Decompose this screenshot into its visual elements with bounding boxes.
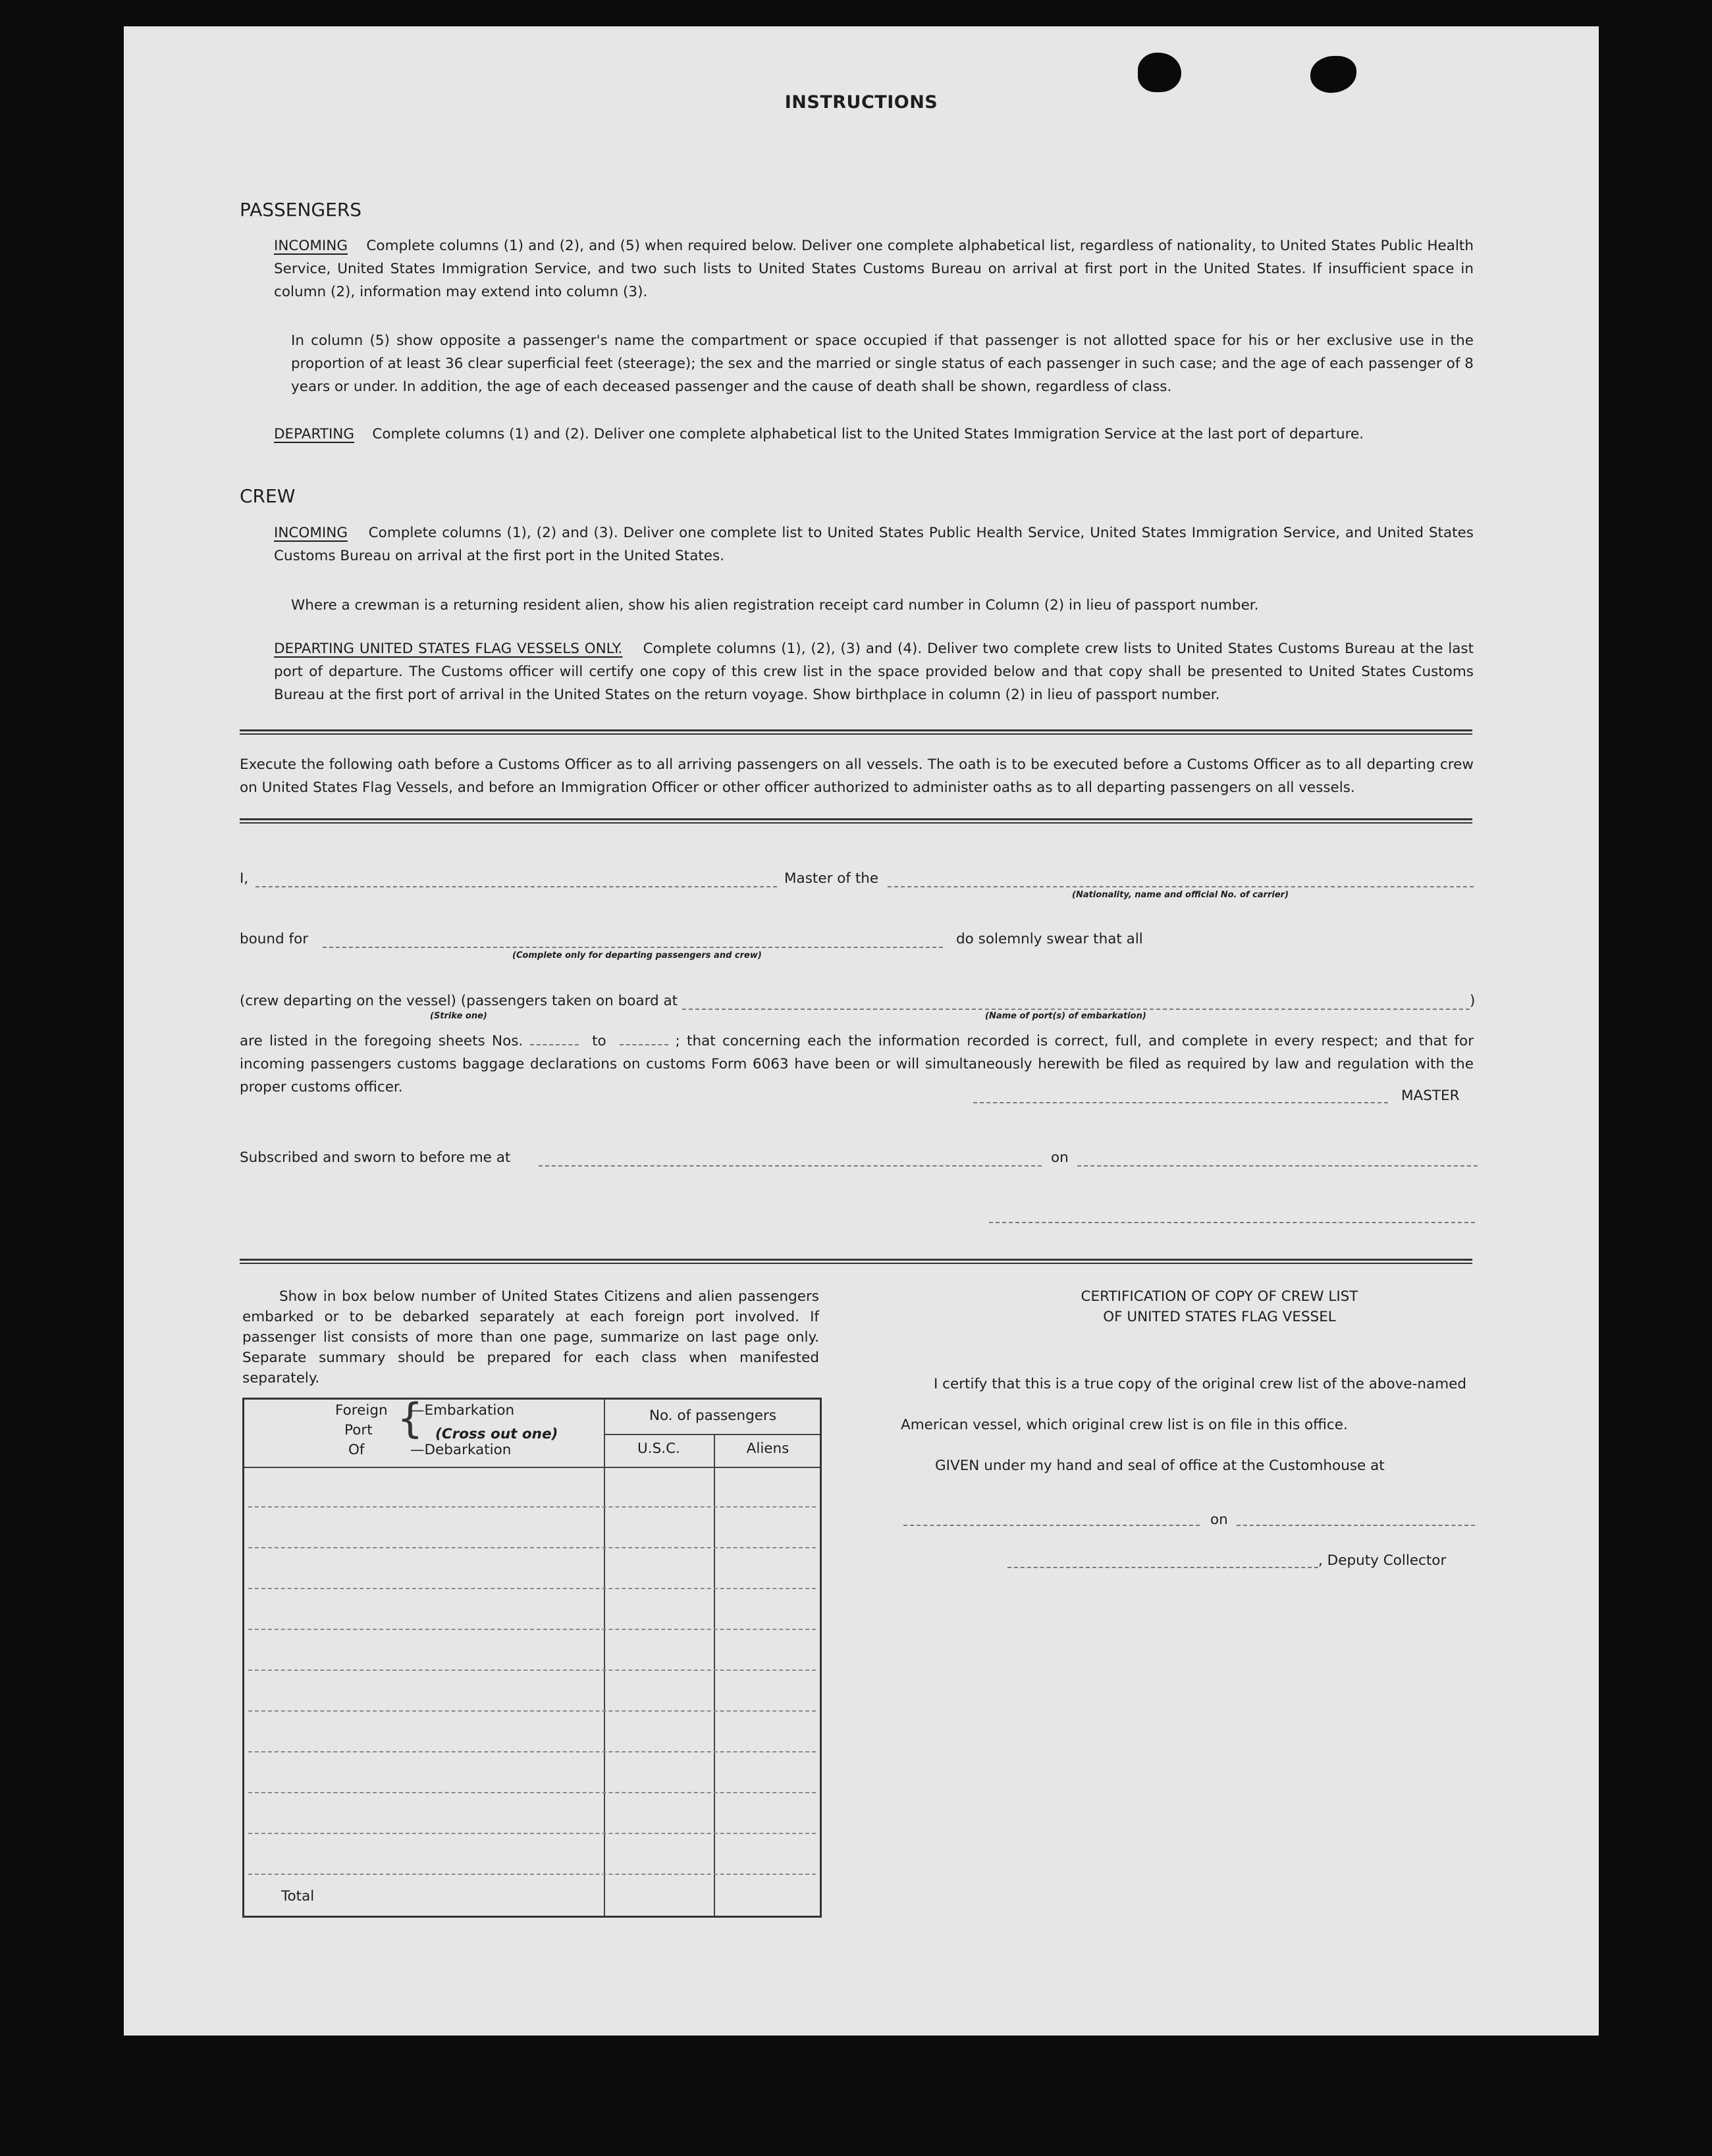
table-row[interactable] bbox=[248, 1547, 816, 1548]
table-row[interactable] bbox=[248, 1792, 816, 1793]
bound-for-field[interactable] bbox=[323, 947, 943, 948]
passengers-departing-tag: DEPARTING bbox=[274, 426, 355, 442]
crew-departing-label: (crew departing on the vessel) (passengers taken on board at bbox=[240, 993, 678, 1009]
table-row[interactable] bbox=[248, 1874, 816, 1875]
cross-out-note: (Cross out one) bbox=[435, 1426, 558, 1442]
oath-i-label: I, bbox=[240, 870, 249, 887]
usc-header: U.S.C. bbox=[637, 1440, 680, 1457]
table-row[interactable] bbox=[248, 1833, 816, 1834]
listed-b-text: ; that concerning each the information recorded is correct, full, and complete in every respect; and that for incoming passengers customs baggage declarations on customs Form 6063 have been or will simultaneously herewith be filed as required by law and regulation with the proper customs officer. bbox=[240, 1033, 1474, 1095]
master-name-field[interactable] bbox=[255, 886, 777, 887]
passengers-incoming-text: Complete columns (1) and (2), and (5) when required below. Deliver one complete alphabetical list, regardless of nationality, to United States Public Health Service, United States Immigration Service, and two such lists to United States Customs Bureau on arrival at first port in the United States. If insufficient space in column (2), information may extend into column (3). bbox=[274, 238, 1474, 300]
summary-instruction: Show in box below number of United States Citizens and alien passengers embarked or to be debarked separately at each foreign port involved. If passenger list consists of more than one page, summarize on last page only. Separate summary should be prepared for each class when manifested separately. bbox=[242, 1288, 819, 1386]
certification-title-line2: OF UNITED STATES FLAG VESSEL bbox=[1103, 1309, 1336, 1325]
customhouse-field[interactable] bbox=[903, 1525, 1200, 1526]
table-row[interactable] bbox=[248, 1710, 816, 1712]
resident-alien-paragraph: Where a crewman is a returning resident alien, show his alien registration receipt card number in Column (2) in lieu of passport number. bbox=[291, 597, 1259, 614]
passengers-departing-text: Complete columns (1) and (2). Deliver one complete alphabetical list to the United States Immigration Service at the last port of departure. bbox=[372, 426, 1364, 442]
listed-a-text: are listed in the foregoing sheets Nos. bbox=[240, 1033, 523, 1049]
total-label: Total bbox=[281, 1888, 315, 1905]
given-line: GIVEN under my hand and seal of office at the Customhouse at bbox=[935, 1458, 1385, 1474]
embarkation-label: —Embarkation bbox=[410, 1402, 515, 1419]
nationality-note: (Nationality, name and official No. of carrier) bbox=[1072, 890, 1289, 900]
subscribed-on-label: on bbox=[1051, 1149, 1069, 1166]
bound-for-label: bound for bbox=[240, 931, 309, 947]
brace-icon: { bbox=[397, 1394, 423, 1442]
crew-incoming-tag: INCOMING bbox=[274, 525, 348, 541]
crew-departing-text: Complete columns (1), (2), (3) and (4). Deliver two complete crew lists to United States Customs Bureau at the last port of departure. The Customs officer will certify one copy of this crew list in the space provided below and that copy shall be presented to United States Customs Bureau at the first port of arrival in the United States on the return voyage. Show birthplace in column (2) in lieu of passport number. bbox=[274, 641, 1474, 703]
of-label: Of bbox=[348, 1442, 365, 1458]
subscribed-place-field[interactable] bbox=[539, 1165, 1042, 1167]
swear-label: do solemnly swear that all bbox=[956, 931, 1143, 947]
port-label: Port bbox=[344, 1422, 373, 1438]
divider-2 bbox=[240, 818, 1472, 824]
foreign-label: Foreign bbox=[335, 1402, 388, 1419]
embarkation-ports-field[interactable] bbox=[682, 1009, 1470, 1010]
passengers-incoming-paragraph bbox=[274, 234, 1474, 303]
form-sheet bbox=[124, 26, 1599, 2036]
table-row[interactable] bbox=[248, 1670, 816, 1671]
divider-3 bbox=[240, 1259, 1472, 1264]
table-row[interactable] bbox=[248, 1751, 816, 1752]
aliens-header: Aliens bbox=[746, 1440, 789, 1457]
table-subheader-line bbox=[604, 1434, 820, 1435]
crew-incoming-paragraph bbox=[274, 521, 1474, 567]
certification-on-label: on bbox=[1210, 1512, 1228, 1528]
close-paren: ) bbox=[1470, 993, 1476, 1009]
no-passengers-header: No. of passengers bbox=[649, 1407, 777, 1424]
passengers-heading: PASSENGERS bbox=[240, 199, 362, 221]
master-signature-field[interactable] bbox=[973, 1102, 1388, 1103]
subscribed-date-field[interactable] bbox=[1077, 1165, 1478, 1167]
passenger-summary-table bbox=[242, 1394, 822, 1918]
page-title: INSTRUCTIONS bbox=[784, 92, 938, 113]
master-of-the-label: Master of the bbox=[784, 870, 879, 887]
certification-title-line1: CERTIFICATION OF COPY OF CREW LIST bbox=[1081, 1288, 1358, 1305]
punch-hole-right bbox=[1310, 56, 1356, 93]
table-header-line bbox=[244, 1467, 820, 1468]
sheet-to-field[interactable] bbox=[620, 1035, 668, 1045]
table-row[interactable] bbox=[248, 1629, 816, 1630]
oath-instruction: Execute the following oath before a Customs Officer as to all arriving passengers on all vessels. The oath is to be executed before a Customs Officer as to all departing crew on United States Flag Vessels, and before an Immigration Officer or other officer authorized to administer oaths as to all departing passengers on all vessels. bbox=[240, 756, 1474, 796]
sheet-from-field[interactable] bbox=[530, 1035, 579, 1045]
passengers-departing-paragraph bbox=[274, 423, 1474, 446]
crew-departing-paragraph bbox=[274, 637, 1474, 706]
complete-only-note: (Complete only for departing passengers and crew) bbox=[512, 951, 762, 960]
certification-title bbox=[960, 1286, 1479, 1327]
listed-to-text: to bbox=[592, 1033, 606, 1049]
master-label: MASTER bbox=[1401, 1088, 1460, 1104]
certify-line-1: I certify that this is a true copy of the original crew list of the above-named bbox=[934, 1376, 1467, 1392]
table-row[interactable] bbox=[248, 1588, 816, 1589]
divider-1 bbox=[240, 729, 1472, 735]
port-embarkation-note: (Name of port(s) of embarkation) bbox=[985, 1011, 1146, 1021]
certification-date-field[interactable] bbox=[1237, 1525, 1475, 1526]
officer-signature-field[interactable] bbox=[989, 1222, 1475, 1223]
debarkation-label: —Debarkation bbox=[410, 1442, 512, 1458]
passengers-incoming-tag: INCOMING bbox=[274, 238, 348, 254]
column5-paragraph: In column (5) show opposite a passenger's name the compartment or space occupied if that passenger is not allotted space for his or her exclusive use in the proportion of at least 36 clear superficial feet (steerage); the sex and the married or single status of each passenger in such case; and the age of each passenger of 8 years or under. In addition, the age of each deceased passenger and the cause of death shall be shown, regardless of class. bbox=[291, 332, 1474, 395]
certify-line-2: American vessel, which original crew list is on file in this office. bbox=[901, 1417, 1348, 1433]
deputy-collector-label: , Deputy Collector bbox=[1318, 1552, 1447, 1569]
crew-incoming-text: Complete columns (1), (2) and (3). Deliver one complete list to United States Public Health Service, United States Immigration Service, and United States Customs Bureau on arrival at the first port in the United States. bbox=[274, 525, 1474, 564]
listed-paragraph bbox=[240, 1030, 1474, 1099]
strike-one-note: (Strike one) bbox=[430, 1011, 487, 1021]
punch-hole-left bbox=[1138, 53, 1181, 92]
crew-heading: CREW bbox=[240, 485, 296, 507]
crew-departing-tag: DEPARTING UNITED STATES FLAG VESSELS ONLY. bbox=[274, 641, 623, 657]
subscribed-label: Subscribed and sworn to before me at bbox=[240, 1149, 511, 1166]
deputy-signature-field[interactable] bbox=[1007, 1567, 1318, 1568]
carrier-field[interactable] bbox=[888, 886, 1474, 887]
table-col-divider-1 bbox=[604, 1400, 605, 1916]
table-row[interactable] bbox=[248, 1506, 816, 1508]
